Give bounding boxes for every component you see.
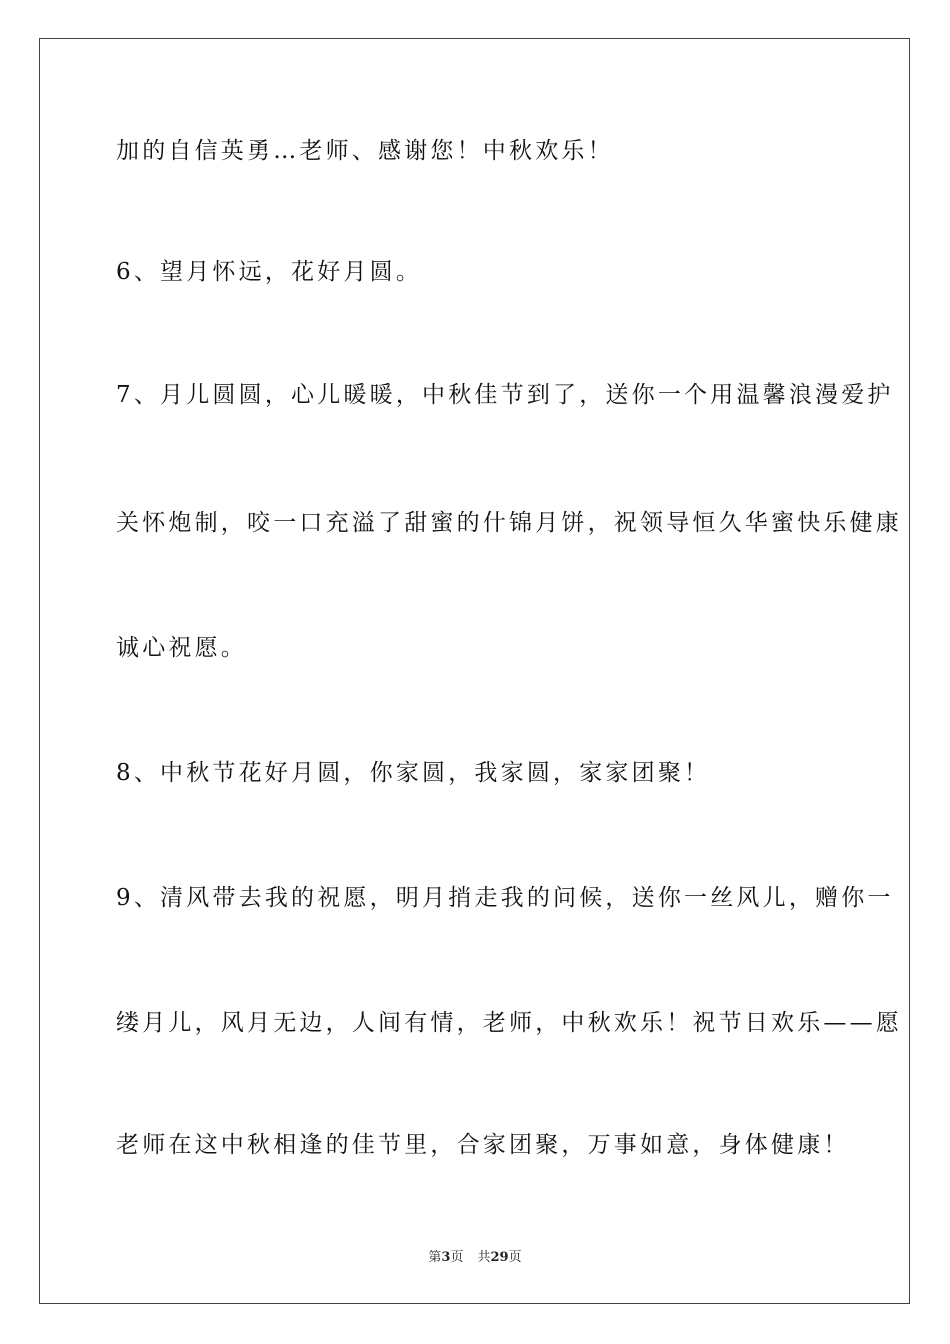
page-prefix: 第 — [428, 1250, 442, 1265]
text-line: 7、月儿圆圆，心儿暖暖，中秋佳节到了，送你一个用温馨浪漫爱护 — [116, 382, 894, 408]
text-line: 8、中秋节花好月圆，你家圆，我家圆，家家团聚！ — [116, 760, 711, 786]
page-frame — [39, 38, 910, 1304]
text-line: 缕月儿，风月无边，人间有情，老师，中秋欢乐！祝节日欢乐——愿 — [116, 1010, 902, 1036]
page-number: 3 — [441, 1250, 451, 1265]
text-line: 6、望月怀远，花好月圆。 — [116, 259, 423, 285]
total-pages: 29 — [490, 1250, 509, 1265]
text-line: 9、清风带去我的祝愿，明月捎走我的问候，送你一丝风儿，赠你一 — [116, 885, 894, 911]
text-line: 诚心祝愿。 — [116, 635, 247, 661]
text-line: 关怀炮制，咬一口充溢了甜蜜的什锦月饼，祝领导恒久华蜜快乐健康 — [116, 510, 902, 536]
page-footer — [0, 1246, 950, 1265]
text-line: 加的自信英勇…老师、感谢您！中秋欢乐！ — [116, 138, 614, 164]
total-suffix: 页 — [508, 1250, 522, 1265]
page-suffix: 页 — [450, 1250, 464, 1265]
text-line: 老师在这中秋相逢的佳节里，合家团聚，万事如意，身体健康！ — [116, 1132, 850, 1158]
total-prefix: 共 — [477, 1250, 491, 1265]
